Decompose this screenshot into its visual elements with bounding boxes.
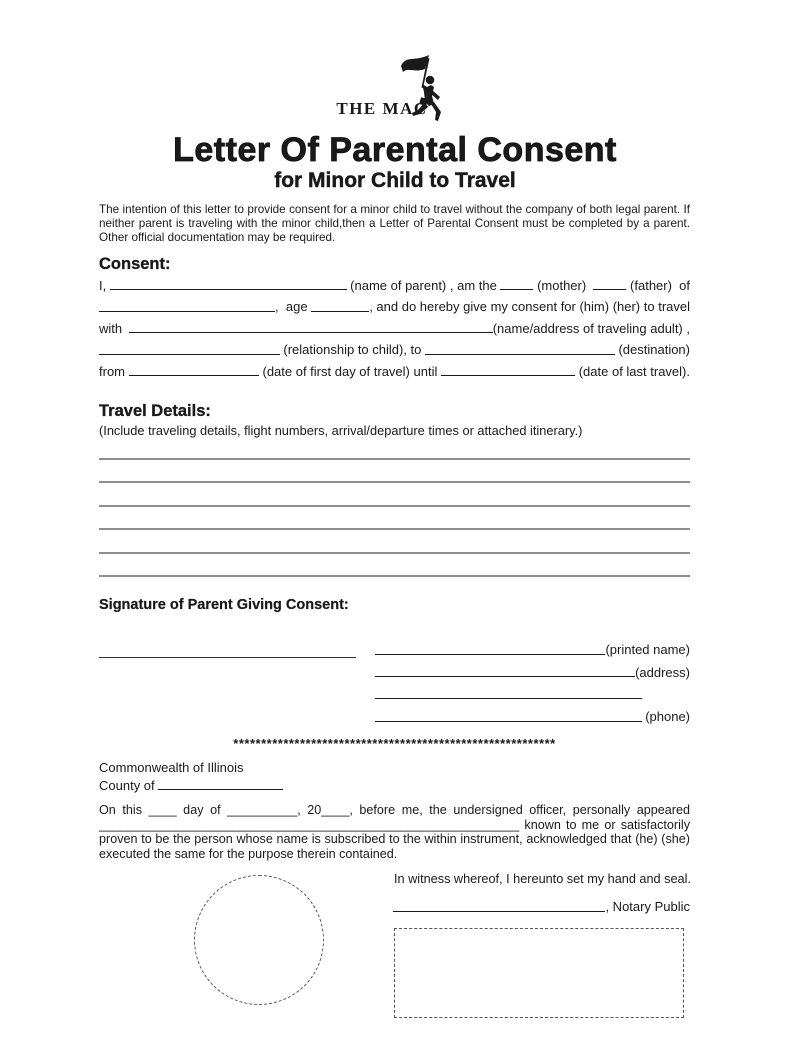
- line-text: (date of first day of travel) until: [258, 363, 441, 379]
- page-title: Letter Of Parental Consent: [173, 131, 617, 169]
- blank-line: [110, 289, 347, 290]
- blank-line: [375, 721, 642, 722]
- line-text: (name/address of traveling adult) ,: [492, 320, 690, 336]
- state-line: Commonwealth of Illinois: [99, 760, 244, 775]
- travel-detail-line: [99, 483, 690, 507]
- travel-detail-line: [99, 507, 690, 531]
- notary-paragraph-line: ____________________________________________________________ known to me or satisfactorily: [99, 817, 690, 832]
- notary-seal-placeholder: [194, 875, 324, 1005]
- travel-details-heading: Travel Details:: [99, 402, 211, 420]
- consent-line-travel-dates: [99, 358, 690, 380]
- line-text: from: [99, 363, 129, 379]
- blank-line: [375, 654, 605, 655]
- witness-statement: In witness whereof, I hereunto set my hand and seal.: [394, 872, 691, 886]
- line-text: (mother): [533, 277, 594, 293]
- consent-heading: Consent:: [99, 255, 171, 273]
- blank-line: [99, 311, 275, 312]
- travel-details-write-in-lines: [99, 436, 690, 577]
- blank-line: [393, 911, 605, 912]
- consent-line-traveling-adult: [99, 315, 690, 337]
- travel-detail-line: [99, 530, 690, 554]
- line-text: County of: [99, 777, 159, 793]
- line-text: , Notary Public: [605, 899, 690, 915]
- blank-line: [441, 375, 575, 376]
- line-text: (name of parent) , am the: [346, 277, 501, 293]
- blank-line: [593, 289, 626, 290]
- blank-line: [158, 789, 283, 790]
- blank-line: [425, 354, 615, 355]
- line-text: (date of last travel).: [575, 363, 690, 379]
- printed-name-row: [375, 636, 690, 658]
- line-text: , age: [275, 299, 312, 315]
- consent-line-parent-name: [99, 272, 690, 294]
- consent-line-child-age: [99, 294, 690, 316]
- phone-row: [375, 703, 690, 725]
- blank-line: [129, 375, 259, 376]
- blank-line: [99, 354, 280, 355]
- blank-line: [375, 676, 635, 677]
- notary-paragraph-line: proven to be the person whose name is subscribed to the within instrument, acknowledged that (he) (she): [99, 832, 690, 847]
- page-subtitle: for Minor Child to Travel: [274, 169, 516, 192]
- line-text: I,: [99, 277, 110, 293]
- notary-acknowledgment-paragraph: [99, 803, 690, 861]
- asterisk-divider: **********************************************************: [233, 736, 556, 751]
- signature-blank-line: [99, 657, 356, 658]
- signature-contact-block: [375, 636, 690, 725]
- county-line: [99, 777, 299, 794]
- travel-detail-line: [99, 554, 690, 578]
- line-text: , and do hereby give my consent for (him) (her) to travel: [369, 299, 690, 315]
- line-text: with: [99, 320, 130, 336]
- line-text: (address): [635, 664, 690, 680]
- line-text: (relationship to child), to: [279, 342, 426, 358]
- blank-line: [500, 289, 533, 290]
- notary-paragraph-line: On this ____ day of __________, 20____, before me, the undersigned officer, personally appeared: [99, 803, 690, 817]
- notary-stamp-box: [394, 928, 684, 1018]
- blank-line: [129, 332, 492, 333]
- blank-line: [375, 698, 642, 699]
- brand-name: THE MAC: [336, 99, 428, 118]
- address-row-2: [375, 681, 690, 703]
- notary-paragraph-line: executed the same for the purpose therein contained.: [99, 846, 398, 861]
- blank-line: [311, 311, 369, 312]
- consent-line-relationship-destination: [99, 337, 690, 359]
- travel-detail-line: [99, 436, 690, 460]
- consent-fill-in-lines: [99, 272, 690, 380]
- notary-public-signature-row: [393, 897, 690, 915]
- line-text: (destination): [614, 342, 690, 358]
- travel-detail-line: [99, 460, 690, 484]
- intro-paragraph: The intention of this letter to provide consent for a minor child to travel without the company of both legal parent. If neither parent is traveling with the minor child,then a Letter of Parental Consent must be completed by a parent. Other official documentation may be required.: [99, 203, 690, 244]
- signature-heading: Signature of Parent Giving Consent:: [99, 597, 349, 613]
- line-text: (phone): [641, 709, 690, 725]
- line-text: (printed name): [605, 642, 690, 658]
- line-text: (father) of: [626, 277, 690, 293]
- notary-jurisdiction: [99, 760, 299, 794]
- address-row: [375, 658, 690, 680]
- travel-details-note: (Include traveling details, flight numbers, arrival/departure times or attached itinerary.): [99, 423, 583, 438]
